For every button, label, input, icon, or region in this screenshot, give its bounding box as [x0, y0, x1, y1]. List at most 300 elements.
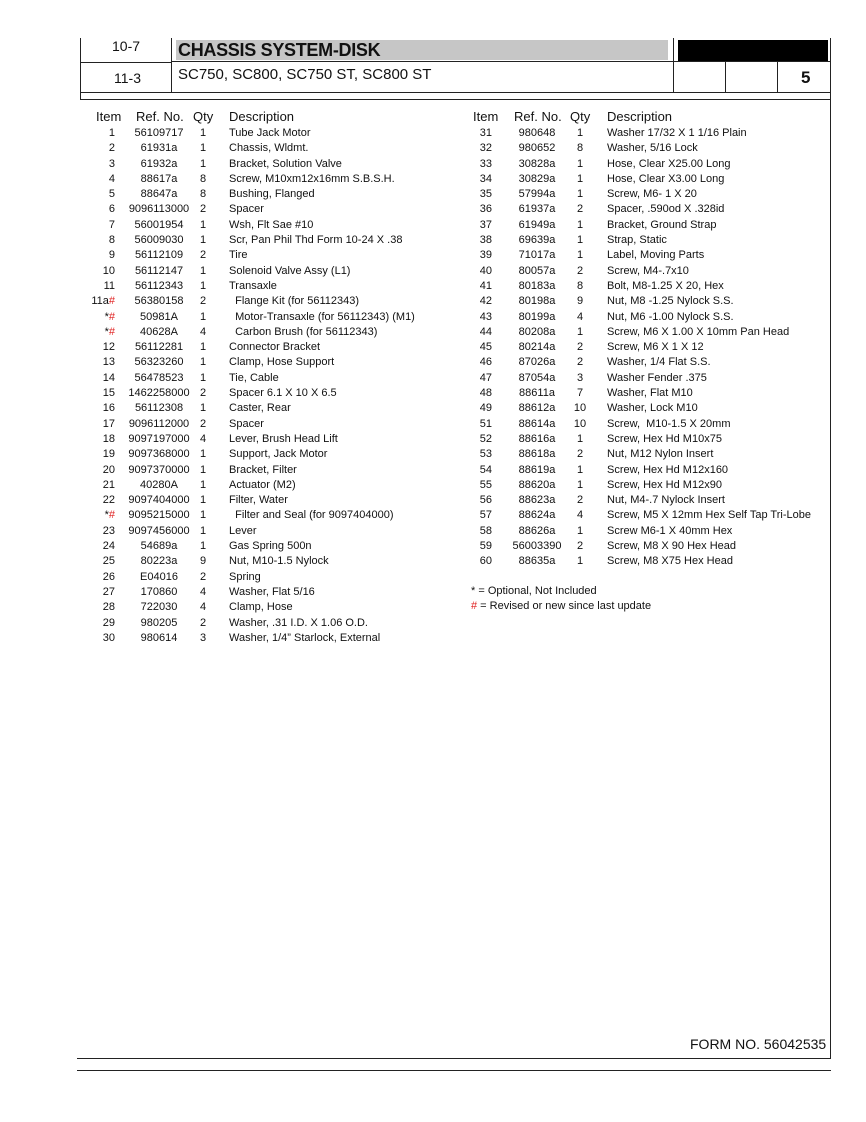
ref-number: 80223a	[140, 555, 178, 568]
ref-number: 88612a	[518, 402, 556, 415]
item-number: 60	[479, 555, 492, 568]
description: Screw, Hex Hd M10x75	[607, 432, 722, 445]
item-number: 23	[102, 524, 115, 537]
ref-number: 40628A	[140, 325, 178, 338]
table-row	[0, 432, 830, 447]
item-number: 13	[102, 356, 115, 369]
quantity: 2	[199, 249, 207, 262]
description: Screw, M8 X 90 Hex Head	[607, 540, 737, 553]
description: Wsh, Flt Sae #10	[229, 218, 314, 231]
description: Spacer	[229, 417, 264, 430]
item-number: 26	[102, 570, 115, 583]
table-row	[0, 310, 830, 325]
item-number: 55	[479, 478, 492, 491]
quantity: 2	[576, 448, 584, 461]
item-number: 30	[102, 631, 115, 644]
ref-number: 71017a	[518, 249, 556, 262]
quantity: 1	[199, 356, 207, 369]
quantity: 2	[199, 417, 207, 430]
item-number: 33	[479, 157, 492, 170]
ref-number: 80183a	[518, 279, 556, 292]
item-number: 40	[479, 264, 492, 277]
quantity: 8	[199, 188, 207, 201]
ref-number: 88617a	[140, 172, 178, 185]
item-number: 11	[103, 279, 115, 292]
ref-number: 722030	[140, 601, 178, 614]
item-number: 7	[108, 218, 115, 231]
page-title: CHASSIS SYSTEM-DISK	[178, 40, 381, 60]
description: Nut, M6 -1.00 Nylock S.S.	[607, 310, 734, 323]
table-row	[0, 524, 830, 539]
item-number: 16	[102, 402, 115, 415]
ref-number: 980614	[140, 631, 178, 644]
page-ref-top: 10-7	[112, 38, 141, 54]
quantity: 10	[573, 417, 587, 430]
quantity: 1	[576, 325, 584, 338]
description: Carbon Brush (for 56112343)	[229, 325, 378, 338]
ref-number: 40280A	[140, 478, 178, 491]
item-number: 53	[479, 448, 492, 461]
description: Screw, M10-1.5 X 20mm	[607, 417, 731, 430]
description: Gas Spring 500n	[229, 540, 312, 553]
ref-number: 56112147	[134, 264, 184, 277]
legend-revised-symbol: #	[471, 600, 478, 612]
item-number: 59	[479, 540, 492, 553]
item-cell	[60, 570, 115, 585]
ref-number: 88647a	[140, 188, 178, 201]
table-row	[0, 616, 460, 631]
ref-number: 80199a	[518, 310, 556, 323]
ref-number: 87026a	[518, 356, 556, 369]
item-cell	[60, 585, 115, 600]
quantity: 1	[576, 432, 584, 445]
description: Strap, Static	[607, 234, 667, 247]
ref-number: 88618a	[518, 448, 556, 461]
quantity: 1	[199, 157, 207, 170]
description: Nut, M4-.7 Nylock Insert	[607, 494, 725, 507]
item-number: 5	[108, 188, 115, 201]
item-number: 2	[108, 142, 115, 155]
ref-number: 9097368000	[128, 448, 190, 461]
item-number: 35	[479, 188, 492, 201]
description: Tube Jack Motor	[229, 127, 311, 139]
description: Transaxle	[229, 279, 277, 292]
item-number: 8	[108, 234, 115, 247]
ref-number: 88616a	[518, 432, 556, 445]
col-head-desc: Description	[607, 109, 673, 124]
right-box-2	[725, 61, 778, 93]
description: Washer, 1/4 Flat S.S.	[607, 356, 711, 369]
description: Screw, M6 X 1.00 X 10mm Pan Head	[607, 325, 790, 338]
col-head-desc: Description	[229, 109, 295, 124]
table-row	[0, 539, 830, 554]
item-number: 21	[102, 478, 115, 491]
description: Actuator (M2)	[229, 478, 296, 491]
quantity: 2	[199, 295, 207, 308]
ref-number: 980205	[140, 616, 178, 629]
quantity: 1	[576, 555, 584, 568]
item-number: 48	[479, 387, 492, 400]
description: Washer, 5/16 Lock	[607, 142, 698, 155]
description: Flange Kit (for 56112343)	[229, 295, 360, 308]
quantity: 1	[199, 264, 207, 277]
frame-bottom-line-lower	[77, 1070, 831, 1071]
item-number: 56	[479, 494, 492, 507]
item-number: 4	[108, 172, 115, 185]
quantity: 1	[199, 540, 207, 553]
table-row	[0, 279, 830, 294]
description: Clamp, Hose	[229, 601, 293, 614]
description: Lever	[229, 524, 257, 537]
description: Hose, Clear X25.00 Long	[607, 157, 731, 170]
quantity: 1	[576, 218, 584, 231]
description: Screw, M10xm12x16mm S.B.S.H.	[229, 172, 395, 185]
description: Chassis, Wldmt.	[229, 142, 309, 155]
quantity: 3	[576, 371, 584, 384]
quantity: 1	[199, 234, 207, 247]
ref-number: 9097456000	[128, 524, 190, 537]
description: Screw, M6 X 1 X 12	[607, 341, 704, 354]
table-row	[0, 508, 830, 523]
item-number: 43	[479, 310, 492, 323]
description: Connector Bracket	[229, 341, 321, 354]
legend-revised-text: = Revised or new since last update	[477, 600, 652, 612]
item-number: 6	[108, 203, 115, 216]
ref-number: 61937a	[518, 203, 556, 216]
table-row	[0, 585, 460, 600]
item-cell	[60, 600, 115, 615]
quantity: 4	[199, 585, 207, 598]
item-number: 11a	[91, 295, 109, 308]
quantity: 2	[576, 264, 584, 277]
description: Washer, .31 I.D. X 1.06 O.D.	[229, 616, 368, 629]
table-row	[0, 447, 830, 462]
ref-number: 30829a	[518, 172, 556, 185]
quantity: 2	[199, 387, 207, 400]
description: Bracket, Solution Valve	[229, 157, 342, 170]
col-head-item: Item	[473, 109, 499, 124]
description: Screw, M4-.7x10	[607, 264, 689, 277]
item-number: 45	[479, 341, 492, 354]
ref-number: E04016	[140, 570, 178, 583]
quantity: 1	[576, 172, 584, 185]
item-number: 12	[102, 341, 115, 354]
black-header-block	[678, 40, 828, 61]
ref-number: 56380158	[134, 295, 184, 308]
ref-number: 56009030	[134, 234, 184, 247]
quantity: 1	[199, 371, 207, 384]
item-number: 46	[479, 356, 492, 369]
ref-number: 56109717	[134, 127, 184, 139]
item-number: 28	[102, 601, 115, 614]
frame-bottom-line	[77, 1058, 831, 1059]
item-number: 1	[108, 127, 115, 139]
col-head-qty: Qty	[570, 109, 591, 124]
ref-number: 61932a	[140, 157, 178, 170]
quantity: 2	[576, 494, 584, 507]
item-number: 57	[479, 509, 492, 522]
description: Lever, Brush Head Lift	[229, 432, 338, 445]
ref-number: 54689a	[140, 540, 178, 553]
item-number: 34	[479, 172, 492, 185]
description: Tire	[229, 249, 248, 262]
table-row	[0, 554, 830, 569]
ref-number: 88619a	[518, 463, 556, 476]
item-number: 42	[479, 295, 492, 308]
item-number: 38	[479, 234, 492, 247]
ref-number: 56112308	[134, 402, 184, 415]
item-number: 29	[102, 616, 115, 629]
description: Solenoid Valve Assy (L1)	[229, 264, 351, 277]
col-head-ref: Ref. No.	[136, 109, 184, 124]
quantity: 10	[573, 402, 587, 415]
item-number: 52	[479, 432, 492, 445]
description: Washer, 1/4” Starlock, External	[229, 631, 381, 644]
item-number: 25	[102, 555, 115, 568]
item-cell	[60, 616, 115, 631]
quantity: 2	[199, 570, 207, 583]
quantity: 8	[576, 279, 584, 292]
ref-number: 56112343	[134, 279, 184, 292]
description: Bolt, M8-1.25 X 20, Hex	[607, 279, 724, 292]
description: Support, Jack Motor	[229, 448, 328, 461]
description: Nut, M12 Nylon Insert	[607, 448, 714, 461]
item-number: 37	[479, 218, 492, 231]
item-number: 32	[479, 142, 492, 155]
description: Spacer 6.1 X 10 X 6.5	[229, 387, 337, 400]
item-number: 31	[479, 127, 492, 139]
ref-number: 57994a	[518, 188, 556, 201]
ref-number: 9096113000	[128, 203, 190, 216]
quantity: 1	[199, 218, 207, 231]
ref-number: 88611a	[519, 387, 555, 400]
item-number: 41	[479, 279, 492, 292]
quantity: 8	[576, 142, 584, 155]
ref-number: 80198a	[518, 295, 556, 308]
description: Nut, M8 -1.25 Nylock S.S.	[607, 295, 734, 308]
ref-number: 61931a	[140, 142, 178, 155]
item-number: 17	[102, 417, 115, 430]
description: Washer, Flat M10	[607, 387, 693, 400]
ref-number: 9097370000	[128, 463, 190, 476]
description: Bushing, Flanged	[229, 188, 315, 201]
ref-number: 88620a	[518, 478, 556, 491]
item-number: 3	[108, 157, 115, 170]
description: Washer, Lock M10	[607, 402, 698, 415]
table-row	[0, 570, 460, 585]
ref-number: 88624a	[518, 509, 556, 522]
description: Washer 17/32 X 1 1/16 Plain	[607, 127, 747, 139]
table-row	[0, 202, 830, 217]
quantity: 1	[199, 402, 207, 415]
quantity: 1	[199, 509, 207, 522]
table-row	[0, 386, 830, 401]
quantity: 9	[576, 295, 584, 308]
item-number: 22	[102, 494, 115, 507]
ref-number: 80057a	[518, 264, 556, 277]
description: Motor-Transaxle (for 56112343) (M1)	[229, 310, 415, 323]
item-number: 20	[102, 463, 115, 476]
frame-right-line	[830, 38, 831, 1058]
description: Washer, Flat 5/16	[229, 585, 315, 598]
ref-number: 9096112000	[128, 417, 190, 430]
ref-number: 88635a	[518, 555, 556, 568]
item-number: 49	[479, 402, 492, 415]
sheet-number: 5	[801, 68, 811, 87]
item-cell	[60, 631, 115, 646]
table-row	[0, 355, 830, 370]
table-row	[0, 371, 830, 386]
ref-number: 9097404000	[128, 494, 190, 507]
description: Scr, Pan Phil Thd Form 10-24 X .38	[229, 234, 403, 247]
page-ref-bottom: 11-3	[114, 70, 141, 86]
quantity: 4	[199, 325, 207, 338]
table-row	[0, 248, 830, 263]
quantity: 1	[199, 478, 207, 491]
quantity: 4	[199, 601, 207, 614]
description: Label, Moving Parts	[607, 249, 705, 262]
quantity: 9	[199, 555, 207, 568]
ref-number: 56112281	[134, 341, 184, 354]
quantity: 2	[576, 341, 584, 354]
table-row	[0, 493, 830, 508]
revised-mark: #	[108, 325, 115, 338]
quantity: 1	[576, 188, 584, 201]
ref-number: 30828a	[518, 157, 556, 170]
description: Screw M6-1 X 40mm Hex	[607, 524, 733, 537]
quantity: 1	[576, 478, 584, 491]
ref-number: 56112109	[134, 249, 184, 262]
description: Screw, M8 X75 Hex Head	[607, 555, 733, 568]
ref-number: 56003390	[512, 540, 562, 553]
quantity: 1	[576, 249, 584, 262]
quantity: 1	[199, 463, 207, 476]
item-number: 54	[479, 463, 492, 476]
description: Filter and Seal (for 9097404000)	[229, 509, 394, 522]
table-row	[0, 233, 830, 248]
quantity: 1	[576, 157, 584, 170]
quantity: 1	[199, 524, 207, 537]
revised-mark: #	[108, 310, 115, 323]
item-number: 9	[108, 249, 115, 262]
ref-number: 56001954	[134, 218, 184, 231]
ref-number: 88626a	[518, 524, 556, 537]
description: Screw, M5 X 12mm Hex Self Tap Tri-Lobe	[607, 509, 811, 522]
table-row	[0, 417, 830, 432]
ref-number: 88614a	[518, 417, 556, 430]
item-number: 51	[479, 417, 492, 430]
item-number: 58	[479, 524, 492, 537]
quantity: 1	[199, 494, 207, 507]
item-number: 36	[479, 203, 492, 216]
item-number: *	[104, 325, 109, 338]
parts-list-right	[0, 126, 830, 570]
quantity: 1	[576, 524, 584, 537]
description: Hose, Clear X3.00 Long	[607, 172, 725, 185]
quantity: 1	[199, 341, 207, 354]
table-row	[0, 478, 830, 493]
revised-mark: #	[108, 509, 115, 522]
revised-mark: #	[108, 295, 115, 308]
table-row	[0, 187, 830, 202]
quantity: 1	[199, 127, 207, 139]
quantity: 2	[199, 203, 207, 216]
header-rule	[80, 99, 831, 100]
description: Filter, Water	[229, 494, 288, 507]
quantity: 1	[199, 448, 207, 461]
col-head-item: Item	[96, 109, 122, 124]
ref-number: 9095215000	[128, 509, 190, 522]
item-number: 39	[479, 249, 492, 262]
item-number: *	[104, 310, 109, 323]
item-number: 15	[102, 387, 115, 400]
table-row	[0, 172, 830, 187]
item-number: 44	[479, 325, 492, 338]
table-row	[0, 141, 830, 156]
quantity: 2	[576, 356, 584, 369]
table-row	[0, 126, 830, 141]
col-head-qty: Qty	[193, 109, 214, 124]
ref-number: 61949a	[518, 218, 556, 231]
quantity: 1	[199, 142, 207, 155]
quantity: 2	[199, 616, 207, 629]
item-number: 27	[102, 585, 115, 598]
item-number: *	[104, 509, 109, 522]
description: Spring	[229, 570, 261, 583]
right-box-1	[673, 61, 726, 93]
description: Spacer, .590od X .328id	[607, 203, 725, 216]
description: Clamp, Hose Support	[229, 356, 335, 369]
table-row	[0, 325, 830, 340]
table-row	[0, 218, 830, 233]
description: Washer Fender .375	[607, 371, 707, 384]
quantity: 2	[576, 540, 584, 553]
quantity: 3	[199, 631, 207, 644]
quantity: 4	[576, 509, 584, 522]
description: Screw, Hex Hd M12x160	[607, 463, 729, 476]
description: Spacer	[229, 203, 264, 216]
ref-number: 50981A	[140, 310, 178, 323]
item-number: 24	[102, 540, 115, 553]
ref-number: 80208a	[518, 325, 556, 338]
quantity: 7	[576, 387, 584, 400]
quantity: 8	[199, 172, 207, 185]
table-row	[0, 264, 830, 279]
item-number: 47	[479, 371, 492, 384]
quantity: 1	[576, 463, 584, 476]
ref-number: 56478523	[134, 371, 184, 384]
ref-number: 69639a	[518, 234, 556, 247]
item-number: 18	[102, 432, 115, 445]
legend-optional-symbol: *	[471, 585, 476, 597]
form-number: FORM NO. 56042535	[690, 1036, 827, 1052]
table-row	[0, 340, 830, 355]
table-row	[0, 631, 460, 646]
col-head-ref: Ref. No.	[514, 109, 562, 124]
model-list: SC750, SC800, SC750 ST, SC800 ST	[178, 66, 432, 83]
ref-number: 9097197000	[128, 432, 190, 445]
ref-number: 87054a	[518, 371, 556, 384]
quantity: 1	[199, 279, 207, 292]
description: Caster, Rear	[229, 402, 291, 415]
description: Tie, Cable	[229, 371, 279, 384]
description: Screw, Hex Hd M12x90	[607, 478, 722, 491]
ref-number: 980652	[518, 142, 556, 155]
table-row	[0, 463, 830, 478]
ref-number: 88623a	[518, 494, 556, 507]
quantity: 1	[576, 234, 584, 247]
quantity: 1	[199, 310, 207, 323]
